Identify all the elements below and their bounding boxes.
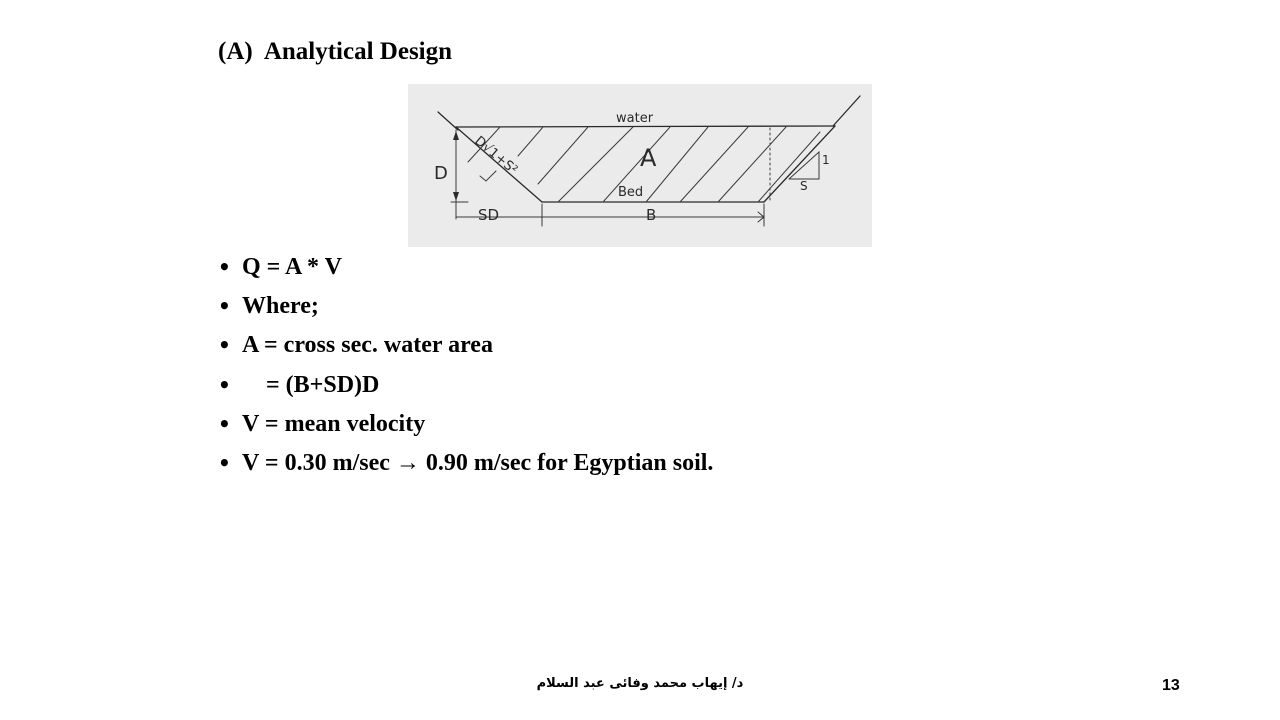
bullet-marker: • [218,450,231,475]
slope-length-label: D√1+S² [471,133,521,178]
list-item [218,250,713,289]
author-name: د/ إيهاب محمد وفائى عبد السلام [536,676,744,691]
slope-vertical-label: 1 [822,153,830,167]
list-item [218,407,713,446]
bullet-marker: • [218,411,231,436]
page-number: 13 [1162,677,1180,694]
right-bank-line [833,96,860,126]
bullet-marker: • [218,294,231,319]
left-bank-line [438,112,458,130]
arrow-up-icon [453,131,459,140]
check-mark-icon [480,171,496,181]
hatch-line [758,132,820,202]
area-label: A [640,144,657,172]
bullet-text: V = 0.30 m/sec → 0.90 m/sec for Egyptian soil. [242,449,714,476]
hatch-line [518,127,543,156]
slope-triangle [789,152,819,179]
hatch-line [680,127,748,202]
bullet-text: Q = A * V [242,254,342,280]
bullet-text: = (B+SD)D [242,371,380,398]
side-offset-label: SD [478,206,500,224]
hatch-line [718,127,786,202]
water-surface-line [456,126,835,127]
list-item [218,328,713,367]
arrow-down-icon [453,192,459,201]
bullet-marker: • [218,333,231,358]
bullet-text: Where; [242,293,319,320]
bed-width-label: B [646,206,657,224]
list-item [218,368,713,407]
canal-cross-section-figure [408,84,872,247]
list-item [218,446,713,485]
bullet-marker: • [218,255,231,279]
slide-title: (A) Analytical Design [218,38,453,65]
slope-horizontal-label: S [800,179,808,193]
list-item [218,289,713,328]
canal-sketch [408,84,872,247]
bullet-list [218,250,713,485]
bullet-text: A = cross sec. water area [242,332,493,359]
water-label: water [616,111,654,126]
bullet-marker: • [218,372,231,397]
hatch-line [538,127,588,184]
bullet-text: V = mean velocity [242,410,426,437]
footer-author [0,676,1280,691]
depth-label: D [434,163,448,184]
bed-label: Bed [618,185,644,200]
